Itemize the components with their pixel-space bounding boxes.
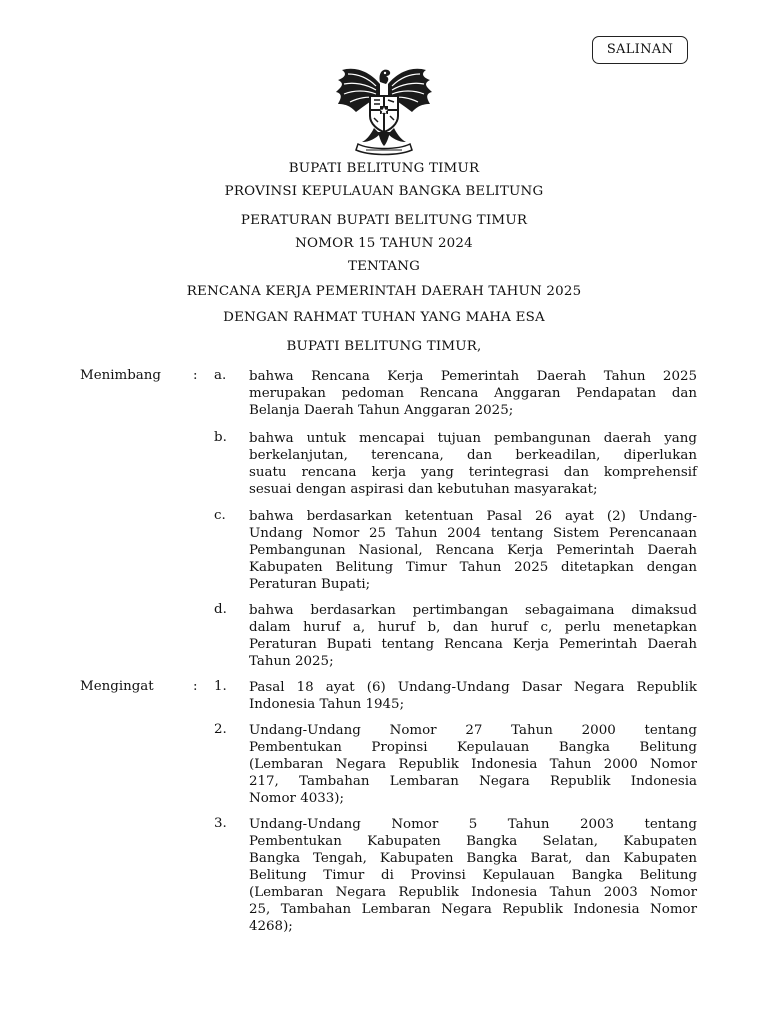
- text-line: (Lembaran Negara Republik Indonesia Tahun 2003 Nomor: [249, 885, 697, 900]
- item-marker: 3.: [214, 816, 227, 831]
- text-line: Pembangunan Nasional, Rencana Kerja Pemerintah Daerah: [249, 543, 697, 558]
- text-line: Kabupaten Belitung Timur Tahun 2025 ditetapkan dengan: [249, 560, 697, 575]
- item-text: [249, 602, 697, 670]
- item-text: [249, 368, 697, 419]
- text-line: suatu rencana kerja yang terintegrasi dan komprehensif: [249, 465, 697, 480]
- text-line: 4268);: [249, 919, 293, 934]
- text-line: Belitung Timur di Provinsi Kepulauan Bangka Belitung: [249, 868, 697, 883]
- text-line: Peraturan Bupati tentang Rencana Kerja Pemerintah Daerah: [249, 637, 697, 652]
- salinan-stamp: SALINAN: [592, 36, 688, 64]
- province-title: PROVINSI KEPULAUAN BANGKA BELITUNG: [224, 184, 544, 199]
- text-line: 25, Tambahan Lembaran Negara Republik Indonesia Nomor: [249, 902, 697, 917]
- text-line: merupakan pedoman Rencana Anggaran Pendapatan dan: [249, 386, 697, 401]
- text-line: Pasal 18 ayat (6) Undang-Undang Dasar Negara Republik: [249, 680, 697, 695]
- text-line: Nomor 4033);: [249, 791, 345, 806]
- menimbang-label: Menimbang: [80, 368, 161, 383]
- text-line: Bangka Tengah, Kabupaten Bangka Barat, dan Kabupaten: [249, 851, 697, 866]
- issuer: BUPATI BELITUNG TIMUR,: [286, 339, 482, 354]
- item-marker: 2.: [214, 722, 227, 737]
- text-line: bahwa berdasarkan ketentuan Pasal 26 ayat (2) Undang-: [249, 509, 697, 524]
- official-title: BUPATI BELITUNG TIMUR: [288, 161, 480, 176]
- invocation: DENGAN RAHMAT TUHAN YANG MAHA ESA: [223, 310, 545, 325]
- text-line: Undang Nomor 25 Tahun 2004 tentang Sistem Perencanaan: [249, 526, 697, 541]
- text-line: Tahun 2025;: [249, 654, 334, 669]
- item-text: [249, 816, 697, 935]
- menimbang-colon: :: [193, 368, 198, 383]
- item-text: [249, 722, 697, 807]
- text-line: bahwa untuk mencapai tujuan pembangunan daerah yang: [249, 431, 697, 446]
- mengingat-label: Mengingat: [80, 679, 154, 694]
- text-line: Pembentukan Kabupaten Bangka Selatan, Kabupaten: [249, 834, 697, 849]
- item-marker: c.: [214, 508, 226, 523]
- text-line: berkelanjutan, terencana, dan berkeadilan, diperlukan: [249, 448, 697, 463]
- text-line: Undang-Undang Nomor 27 Tahun 2000 tentang: [249, 723, 697, 738]
- about-label: TENTANG: [347, 259, 421, 274]
- item-text: [249, 508, 697, 593]
- regulation-subject: RENCANA KERJA PEMERINTAH DAERAH TAHUN 2025: [186, 284, 582, 299]
- mengingat-colon: :: [193, 679, 198, 694]
- regulation-title: PERATURAN BUPATI BELITUNG TIMUR: [240, 213, 528, 228]
- regulation-number: NOMOR 15 TAHUN 2024: [295, 236, 473, 251]
- garuda-emblem-icon: [330, 62, 438, 158]
- text-line: Belanja Daerah Tahun Anggaran 2025;: [249, 403, 514, 418]
- text-line: dalam huruf a, huruf b, dan huruf c, perlu menetapkan: [249, 620, 697, 635]
- item-text: [249, 430, 697, 498]
- text-line: 217, Tambahan Lembaran Negara Republik Indonesia: [249, 774, 697, 789]
- text-line: Undang-Undang Nomor 5 Tahun 2003 tentang: [249, 817, 697, 832]
- item-marker: 1.: [214, 679, 227, 694]
- text-line: sesuai dengan aspirasi dan kebutuhan masyarakat;: [249, 482, 598, 497]
- item-text: [249, 679, 697, 713]
- item-marker: b.: [214, 430, 227, 445]
- text-line: Peraturan Bupati;: [249, 577, 371, 592]
- text-line: Pembentukan Propinsi Kepulauan Bangka Belitung: [249, 740, 697, 755]
- text-line: (Lembaran Negara Republik Indonesia Tahun 2000 Nomor: [249, 757, 697, 772]
- text-line: bahwa berdasarkan pertimbangan sebagaimana dimaksud: [249, 603, 697, 618]
- text-line: Indonesia Tahun 1945;: [249, 697, 405, 712]
- item-marker: a.: [214, 368, 227, 383]
- item-marker: d.: [214, 602, 227, 617]
- text-line: bahwa Rencana Kerja Pemerintah Daerah Tahun 2025: [249, 369, 697, 384]
